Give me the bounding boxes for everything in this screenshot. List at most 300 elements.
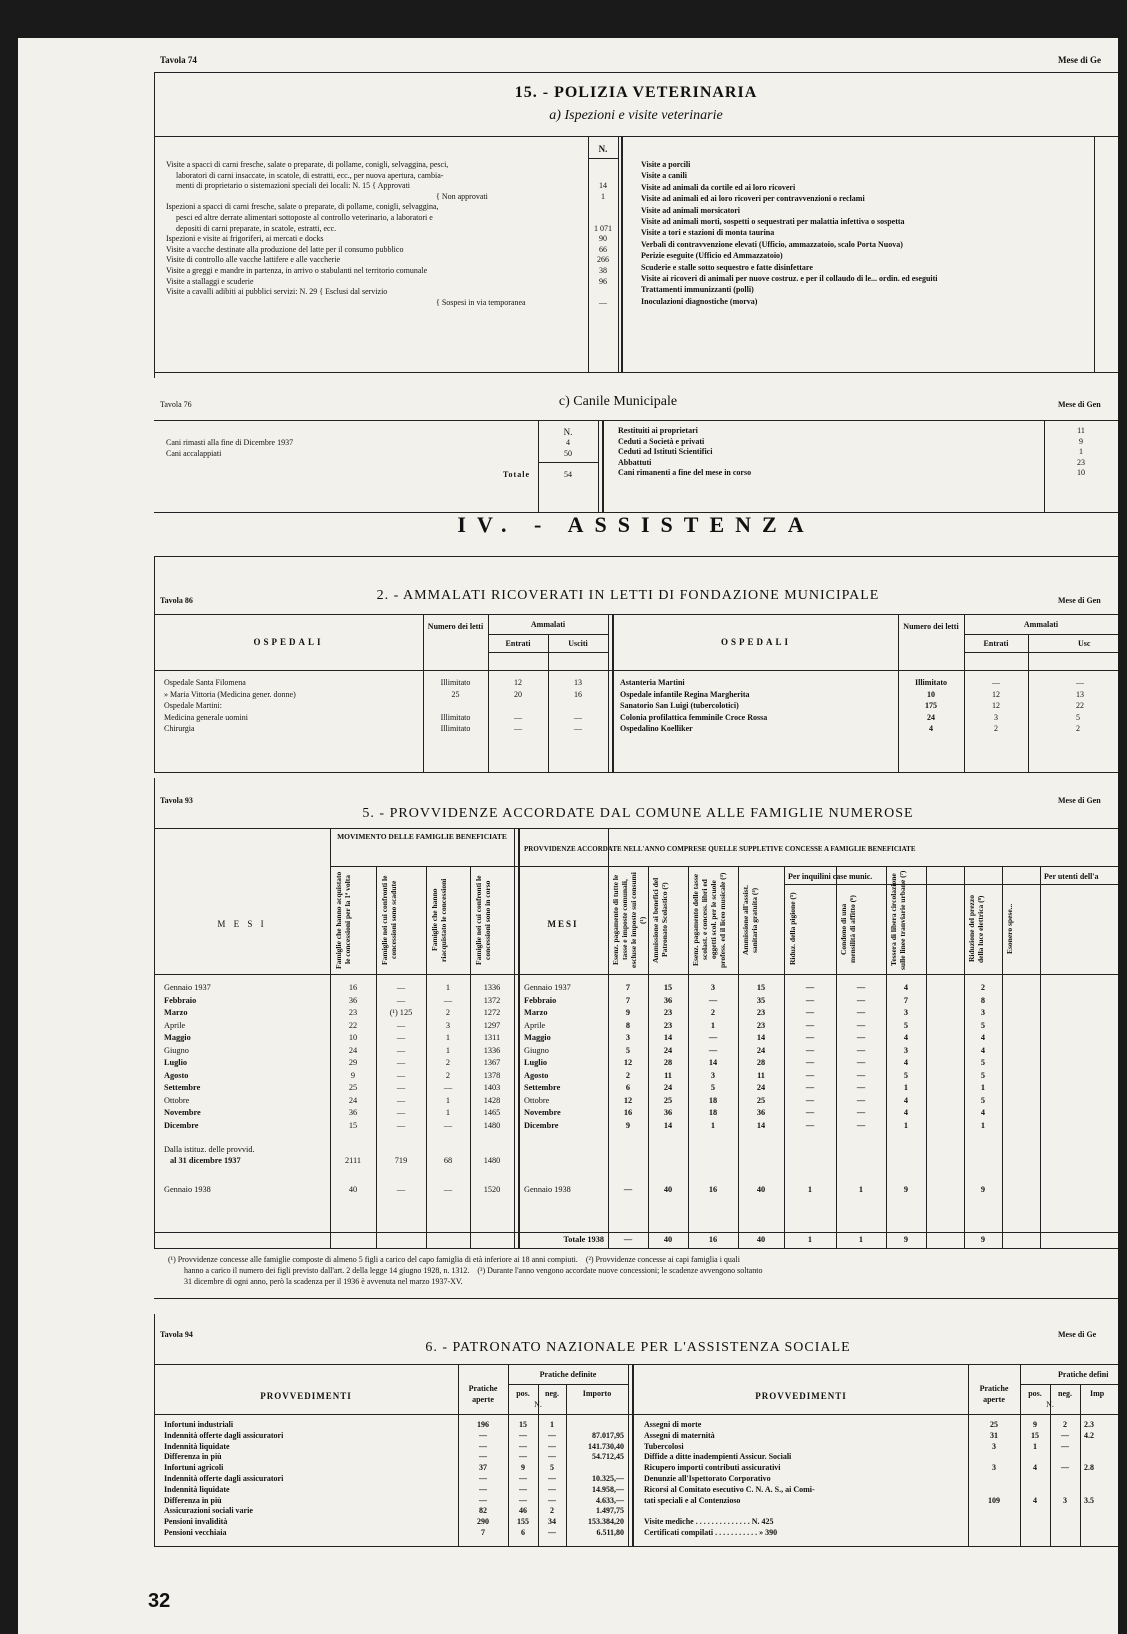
provision-count: 28 xyxy=(663,1058,673,1067)
negative-count: — xyxy=(548,1495,556,1505)
provision-count: — xyxy=(805,1120,815,1130)
visit-row-label: Visite ad animali morti, sospetti o sequestrati per malattia infettiva o sospetta xyxy=(641,216,905,226)
group-header-tenants: Per inquilini case munic. xyxy=(788,872,873,881)
provision-count: 14 xyxy=(663,1120,673,1130)
provision-count: — xyxy=(805,1020,815,1030)
provision-count: 3 xyxy=(980,1008,986,1017)
column-header-discharged: Usc xyxy=(1078,639,1091,648)
provision-count: — xyxy=(805,1108,815,1117)
table-label: Tavola 74 xyxy=(160,55,197,65)
opened-count: 25 xyxy=(990,1420,998,1429)
family-count: 24 xyxy=(348,1095,358,1105)
month-label: Agosto xyxy=(524,1070,549,1080)
negative-count: — xyxy=(548,1441,556,1451)
hospital-name: Ospedale Martini: xyxy=(164,701,222,710)
visit-row-value: 66 xyxy=(599,244,607,254)
visit-row-label: depositi di carni preparate, in scatole, estratti, ecc. xyxy=(176,223,337,233)
month-label: Marzo xyxy=(524,1008,548,1017)
provision-count: 40 xyxy=(756,1185,766,1194)
provision-count: 24 xyxy=(756,1083,766,1092)
visit-row-label: { Non approvati xyxy=(436,191,488,201)
month-label: Mese di Gen xyxy=(1058,596,1101,605)
provision-count: 28 xyxy=(756,1058,766,1067)
hospital-beds: 25 xyxy=(451,689,460,699)
provision-count: — xyxy=(856,1083,866,1092)
positive-count: 155 xyxy=(517,1517,529,1527)
family-count: 36 xyxy=(348,1108,358,1117)
opened-count: — xyxy=(479,1474,487,1483)
family-count: (¹) 125 xyxy=(389,1008,413,1017)
family-count: 1367 xyxy=(483,1058,501,1067)
hospital-name: Ospedale infantile Regina Margherita xyxy=(620,689,750,699)
positive-count: 15 xyxy=(1031,1430,1039,1440)
total-value: — xyxy=(623,1235,633,1244)
hospital-admitted: 12 xyxy=(992,701,1000,710)
family-count: 23 xyxy=(348,1008,358,1017)
table-title: 6. - PATRONATO NAZIONALE PER L'ASSISTENZA SOCIALE xyxy=(425,1340,851,1355)
visit-row-label: Visite a spacci di carni fresche, salate o preparate, di pollame, conigli, selvaggina, pesci, xyxy=(166,160,449,169)
amount-value: 54.712,45 xyxy=(592,1452,624,1462)
provision-count: 3 xyxy=(710,1070,716,1080)
column-header-n: N. xyxy=(598,144,608,154)
provision-count: 4 xyxy=(980,1108,986,1117)
family-count: 1 xyxy=(445,1095,451,1105)
positive-count: — xyxy=(519,1474,527,1483)
provision-count: 23 xyxy=(663,1008,673,1017)
month-label: Maggio xyxy=(524,1033,551,1042)
provision-count: 16 xyxy=(708,1185,718,1194)
provision-count: 24 xyxy=(663,1045,673,1055)
measure-label: Assegni di morte xyxy=(644,1420,702,1429)
opened-count: — xyxy=(479,1430,487,1440)
month-label: Settembre xyxy=(524,1083,561,1092)
family-count: 36 xyxy=(348,995,358,1005)
column-header-vertical: Esenz. pagamento di tutte le tasse e imposte comunali, escluse le imposte sui consumi (¹) xyxy=(611,872,647,968)
amount-value: 6.511,80 xyxy=(596,1528,624,1537)
provision-count: 24 xyxy=(756,1045,766,1055)
provision-count: 3 xyxy=(903,1045,909,1055)
negative-count: — xyxy=(1061,1430,1069,1440)
family-count: 25 xyxy=(348,1083,358,1092)
hospital-name: Chirurgia xyxy=(164,724,195,733)
column-header-opened: Pratiche aperte xyxy=(979,1384,1009,1404)
provision-count: 1 xyxy=(710,1120,716,1130)
footnote: 31 dicembre di ogni anno, però la scadenza per il 1936 è avvenuta nel marzo 1937-XV. xyxy=(184,1277,463,1286)
family-count: 3 xyxy=(445,1020,451,1030)
hospital-discharged: — xyxy=(574,712,582,722)
family-count: 40 xyxy=(348,1185,358,1194)
hospital-admitted: — xyxy=(514,724,522,733)
visit-row-label: Visite a porcili xyxy=(641,160,691,169)
family-count: — xyxy=(396,1120,406,1130)
visit-row-value: 38 xyxy=(599,265,607,275)
negative-count: — xyxy=(548,1484,556,1494)
month-label: Gennaio 1937 xyxy=(524,983,571,992)
provision-count: 5 xyxy=(625,1045,631,1055)
kennel-row: Ceduti ad Istituti Scientifici xyxy=(618,447,713,457)
provision-count: 15 xyxy=(663,983,673,992)
family-count: 1 xyxy=(445,983,451,992)
column-header-admitted: Entrati xyxy=(505,639,531,648)
month-label: Agosto xyxy=(164,1070,189,1080)
family-count: 22 xyxy=(348,1020,358,1030)
month-label: Novembre xyxy=(164,1108,201,1117)
family-count: 1336 xyxy=(483,1045,501,1055)
positive-count: — xyxy=(519,1441,527,1451)
family-count: 1428 xyxy=(483,1095,501,1105)
total-label: Totale 1938 xyxy=(563,1235,604,1244)
provision-count: 2 xyxy=(625,1070,631,1080)
provision-count: 1 xyxy=(903,1083,909,1092)
total-value: 1 xyxy=(858,1235,864,1244)
family-count: 1 xyxy=(445,1045,451,1055)
provision-count: 1 xyxy=(858,1185,864,1194)
measure-label: tati speciali e al Contenzioso xyxy=(644,1495,741,1505)
opened-count: — xyxy=(479,1441,487,1451)
family-count: 1372 xyxy=(483,995,501,1005)
provision-count: 2 xyxy=(710,1008,716,1017)
measure-label: Indennità offerte dagli assicuratori xyxy=(164,1430,284,1440)
month-label: Dicembre xyxy=(164,1120,199,1130)
family-count: — xyxy=(396,995,406,1005)
provision-count: 1 xyxy=(980,1120,986,1130)
provision-count: — xyxy=(623,1185,633,1194)
measure-label: Differenza in più xyxy=(164,1495,222,1505)
column-header-defined: Pratiche defini xyxy=(1058,1370,1109,1379)
provision-count: — xyxy=(805,1083,815,1092)
measure-label: Pensioni invalidità xyxy=(164,1517,228,1527)
opened-count: 290 xyxy=(477,1517,489,1527)
month-label: Giugno xyxy=(524,1045,549,1055)
month-label: Luglio xyxy=(164,1058,188,1067)
opened-count: 196 xyxy=(477,1420,489,1429)
negative-count: — xyxy=(548,1452,556,1462)
month-label: Luglio xyxy=(524,1058,548,1067)
visit-row-label: Visite ad animali da cortile ed ai loro ricoveri xyxy=(641,182,796,192)
provision-count: 15 xyxy=(756,983,766,992)
measure-label: Indennità liquidate xyxy=(164,1484,230,1494)
hospital-beds: 10 xyxy=(927,689,935,699)
month-label: Febbraio xyxy=(164,995,197,1005)
opened-count: — xyxy=(479,1495,487,1505)
column-header-vertical: Ammissione all'assist. sanitaria gratuita (⁴) xyxy=(741,885,759,956)
provision-count: — xyxy=(805,1033,815,1042)
column-header-n: N. xyxy=(563,427,573,437)
total-value: 1 xyxy=(807,1235,813,1244)
family-count: — xyxy=(443,1120,453,1130)
column-header-patients: Ammalati xyxy=(530,620,566,629)
column-header-hospitals: OSPEDALI xyxy=(253,637,324,647)
family-count: 2 xyxy=(445,1070,451,1080)
visit-row-label: Visite a vacche destinate alla produzione del latte per il consumo pubblico xyxy=(166,244,404,254)
provision-count: — xyxy=(856,983,866,992)
opened-count: 3 xyxy=(992,1441,996,1451)
measure-label: Certificati compilati . . . . . . . . . . . » 390 xyxy=(644,1528,778,1537)
provision-count: 1 xyxy=(980,1083,986,1092)
family-count: — xyxy=(443,1083,453,1092)
hospital-beds: Illimitato xyxy=(440,724,471,733)
kennel-value: 23 xyxy=(1077,457,1085,467)
kennel-row: Abbattuti xyxy=(618,457,652,467)
column-header-vertical: Famiglie che hanno riacquistato le concessioni xyxy=(430,878,448,962)
column-header-defined: Pratiche definite xyxy=(539,1370,597,1379)
visit-row-label: Visite a stallaggi e scuderie xyxy=(166,276,254,286)
family-count: 2111 xyxy=(345,1156,361,1165)
hospital-admitted: — xyxy=(992,678,1000,687)
column-header-beds: Numero dei letti xyxy=(903,622,959,631)
column-header-vertical: Condono di una mensilità di affitto (⁶) xyxy=(839,895,857,963)
since-label: al 31 dicembre 1937 xyxy=(170,1156,241,1165)
column-header-discharged: Usciti xyxy=(568,639,588,648)
visit-row-label: Verbali di contravvenzione elevati (Ufficio, ammazzatoio, scalo Porta Nuova) xyxy=(641,239,903,249)
family-count: 1336 xyxy=(483,983,501,992)
family-count: 1520 xyxy=(483,1185,501,1194)
family-count: 68 xyxy=(443,1156,453,1165)
provision-count: 4 xyxy=(980,1045,986,1055)
column-header-n: N. xyxy=(534,1400,542,1409)
family-count: 15 xyxy=(348,1120,358,1130)
provision-count: — xyxy=(805,1095,815,1105)
column-header-vertical: Famiglie che hanno acquistato le concessioni per la 1ª volta xyxy=(334,871,352,969)
provisions-header: PROVVIDENZE ACCORDATE NELL'ANNO COMPRESE QUELLE SUPPLETIVE CONCESSE A FAMIGLIE BENEFICIATE xyxy=(524,845,916,853)
provision-count: — xyxy=(856,1020,866,1030)
footnote: (²) Provvidenze concesse ai capi famiglia i quali xyxy=(585,1255,740,1264)
table-title: 2. - AMMALATI RICOVERATI IN LETTI DI FONDAZIONE MUNICIPALE xyxy=(376,588,880,603)
amount-value: 3.5 xyxy=(1084,1495,1094,1505)
measure-label: Assegni di maternità xyxy=(644,1430,715,1440)
total-value: 40 xyxy=(663,1235,673,1244)
amount-value: 10.325,— xyxy=(592,1474,624,1483)
visit-row-label: Ispezioni a spacci di carni fresche, salate o preparate, di pollame, conigli, selvaggina, xyxy=(166,202,439,212)
column-header-admitted: Entrati xyxy=(983,639,1009,648)
provision-count: 9 xyxy=(625,1008,631,1017)
column-header-vertical: Tessera di libera circolazione sulle linee tranviarie urbane (⁷) xyxy=(889,870,907,970)
month-label: Ottobre xyxy=(164,1095,190,1105)
provision-count: 9 xyxy=(625,1120,631,1130)
column-header-patients: Ammalati xyxy=(1023,620,1059,629)
social-assistance-table xyxy=(18,38,1118,1634)
family-count: 2 xyxy=(445,1008,451,1017)
family-count: 29 xyxy=(348,1058,358,1067)
amount-value: 4.2 xyxy=(1084,1430,1094,1440)
visit-row-label: Visite di controllo alle vacche lattifere e alle vaccherie xyxy=(166,255,341,265)
kennel-value: 10 xyxy=(1077,468,1085,478)
family-count: 1 xyxy=(445,1108,451,1117)
family-count: 1 xyxy=(445,1033,451,1042)
negative-count: 2 xyxy=(1063,1420,1067,1429)
provision-count: 25 xyxy=(663,1095,673,1105)
negative-count: 1 xyxy=(550,1420,554,1429)
positive-count: — xyxy=(519,1495,527,1505)
kennel-row: Restituiti ai proprietari xyxy=(618,426,698,435)
section-title: 15. - POLIZIA VETERINARIA xyxy=(514,84,758,101)
provision-count: — xyxy=(805,1058,815,1067)
family-count: — xyxy=(396,1045,406,1055)
provision-count: 9 xyxy=(980,1185,986,1194)
provision-count: 7 xyxy=(625,983,631,992)
negative-count: — xyxy=(1061,1441,1069,1451)
provision-count: 1 xyxy=(903,1120,909,1130)
family-count: 1297 xyxy=(483,1020,501,1030)
provision-count: 4 xyxy=(980,1033,986,1042)
negative-count: 34 xyxy=(548,1517,556,1527)
provision-count: 25 xyxy=(756,1095,766,1105)
positive-count: 6 xyxy=(521,1528,525,1537)
family-count: — xyxy=(396,1058,406,1067)
measure-label: Diffide a ditte inadempienti Assicur. Sociali xyxy=(644,1452,792,1462)
since-label: Dalla istituz. delle provvid. xyxy=(164,1145,255,1154)
visit-row-label: Perizie eseguite (Ufficio ed Ammazzatoio) xyxy=(641,251,783,261)
hospital-admitted: 3 xyxy=(994,712,998,722)
column-header-months: M E S I xyxy=(217,919,267,929)
column-header-vertical: Famiglie nei cui confronti le concessioni sono in corso xyxy=(474,875,492,965)
provision-count: — xyxy=(708,995,718,1005)
total-value: 54 xyxy=(564,470,572,479)
measure-label: Ricupero importi contributi assicurativi xyxy=(644,1463,781,1473)
negative-count: — xyxy=(548,1528,556,1537)
provision-count: — xyxy=(856,995,866,1005)
hospital-discharged: 16 xyxy=(574,689,582,699)
provision-count: — xyxy=(856,1095,866,1105)
visit-row-label: Ispezioni e visite ai frigoriferi, ai mercati e docks xyxy=(166,234,324,244)
hospital-discharged: — xyxy=(574,724,582,733)
provision-count: 14 xyxy=(708,1058,718,1067)
provision-count: 36 xyxy=(663,1108,673,1117)
family-count: 1480 xyxy=(483,1120,501,1130)
month-label: Maggio xyxy=(164,1033,191,1042)
provision-count: 5 xyxy=(980,1070,986,1080)
kennel-row: Ceduti a Società e privati xyxy=(618,436,705,446)
measure-label: Tubercolosi xyxy=(644,1441,684,1451)
hospital-discharged: 5 xyxy=(1076,712,1080,722)
opened-count: — xyxy=(479,1484,487,1494)
provision-count: — xyxy=(856,1108,866,1117)
provision-count: 24 xyxy=(663,1083,673,1092)
provision-count: 12 xyxy=(623,1058,633,1067)
month-label: Ottobre xyxy=(524,1095,550,1105)
footnote: (³) Durante l'anno vengono accordate nuove concessioni; le scadenze avvengono soltanto xyxy=(477,1266,763,1275)
family-count: 24 xyxy=(348,1045,358,1055)
hospital-admitted: 12 xyxy=(992,689,1000,699)
positive-count: — xyxy=(519,1484,527,1494)
visit-row-label: Inoculazioni diagnostiche (morva) xyxy=(641,296,758,306)
provision-count: 5 xyxy=(903,1020,909,1030)
column-header-vertical: Riduzione del prezzo della luce elettrica (⁸) xyxy=(967,895,985,963)
month-label: Mese di Gen xyxy=(1058,796,1101,805)
visit-row-label: pesci ed altre derrate alimentari sottoposte al controllo veterinario, a laboratori e xyxy=(176,212,433,222)
column-header-amount: Importo xyxy=(582,1389,612,1398)
negative-count: — xyxy=(548,1474,556,1483)
provision-count: 36 xyxy=(756,1108,766,1117)
provision-count: 4 xyxy=(903,1058,909,1067)
provision-count: 4 xyxy=(903,1108,909,1117)
table-label: Tavola 93 xyxy=(160,796,193,805)
total-value: 9 xyxy=(980,1235,986,1244)
section-title: IV. - ASSISTENZA xyxy=(457,512,815,537)
column-header-beds: Numero dei letti xyxy=(427,622,484,631)
positive-count: 4 xyxy=(1033,1463,1037,1473)
family-count: 16 xyxy=(348,983,358,992)
opened-count: 109 xyxy=(988,1495,1000,1505)
provision-count: 3 xyxy=(625,1033,631,1042)
provision-count: — xyxy=(708,1033,718,1042)
hospital-beds: 4 xyxy=(929,724,933,733)
hospital-admitted: 2 xyxy=(994,724,998,733)
month-label: Giugno xyxy=(164,1045,189,1055)
provision-count: 23 xyxy=(756,1020,766,1030)
column-header-vertical: Riduz. della pigione (⁵) xyxy=(788,892,797,966)
negative-count: — xyxy=(548,1430,556,1440)
total-value: 9 xyxy=(903,1235,909,1244)
family-count: — xyxy=(443,1185,453,1194)
provision-count: — xyxy=(708,1045,718,1055)
visit-row-label: Visite ad animali morsicatori xyxy=(641,205,741,215)
provision-count: 9 xyxy=(903,1185,909,1194)
footnote: hanno a carico il numero dei figli previsto dall'art. 2 della legge 14 giugno 1928, n. 1312. xyxy=(184,1266,470,1275)
column-header-months: MESI xyxy=(547,919,579,929)
provision-count: 8 xyxy=(625,1020,631,1030)
provision-count: 5 xyxy=(980,1095,986,1105)
visit-row-value: 14 xyxy=(599,181,607,191)
hospital-name: Ospedalino Koelliker xyxy=(620,724,693,733)
opened-count: 31 xyxy=(990,1430,998,1440)
provision-count: 11 xyxy=(664,1070,672,1080)
kennel-value: 50 xyxy=(564,448,572,458)
positive-count: — xyxy=(519,1430,527,1440)
measure-label: Differenza in più xyxy=(164,1452,222,1462)
family-count: — xyxy=(443,995,453,1005)
provision-count: 3 xyxy=(710,983,716,992)
visit-row-label: Visite a cavalli adibiti ai pubblici servizi: N. 29 { Esclusi dal servizio xyxy=(166,287,388,297)
column-header-positive: pos. xyxy=(1028,1389,1042,1398)
hospital-discharged: 22 xyxy=(1076,701,1084,710)
provision-count: 18 xyxy=(708,1108,718,1117)
provision-count: — xyxy=(805,1045,815,1055)
visit-row-label: Visite a tori e stazioni di monta taurina xyxy=(641,228,775,238)
family-count: — xyxy=(396,1020,406,1030)
total-value: 16 xyxy=(708,1235,718,1244)
provision-count: — xyxy=(805,995,815,1005)
provision-count: 7 xyxy=(625,995,631,1005)
kennel-value: 11 xyxy=(1077,426,1085,435)
hospital-beds: 175 xyxy=(925,701,937,710)
visit-row-value: — xyxy=(599,297,607,307)
provision-count: 14 xyxy=(756,1033,766,1042)
column-header-measures: PROVVEDIMENTI xyxy=(260,1391,352,1401)
family-count: 1465 xyxy=(483,1108,501,1117)
family-count: — xyxy=(396,1185,406,1194)
provision-count: — xyxy=(805,1008,815,1017)
provision-count: 4 xyxy=(903,983,909,992)
month-label: Settembre xyxy=(164,1083,201,1092)
family-count: — xyxy=(396,1070,406,1080)
month-label: Aprile xyxy=(164,1020,186,1030)
kennel-row: Cani rimasti alla fine di Dicembre 1937 xyxy=(166,438,294,447)
hospital-admitted: — xyxy=(514,712,522,722)
measure-label: Pensioni vecchiaia xyxy=(164,1528,227,1537)
hospital-name: Ospedale Santa Filomena xyxy=(164,678,246,687)
table-label: Tavola 76 xyxy=(160,400,192,409)
provision-count: 6 xyxy=(625,1083,631,1092)
movement-header: MOVIMENTO DELLE FAMIGLIE BENEFICIATE xyxy=(337,832,507,841)
negative-count: 2 xyxy=(550,1506,554,1516)
kennel-row: Cani accalappiati xyxy=(166,448,222,458)
document-page xyxy=(18,38,1118,1634)
family-count: 719 xyxy=(394,1156,408,1165)
provision-count: — xyxy=(856,1008,866,1017)
provision-count: — xyxy=(856,1058,866,1067)
provision-count: 7 xyxy=(903,995,909,1005)
